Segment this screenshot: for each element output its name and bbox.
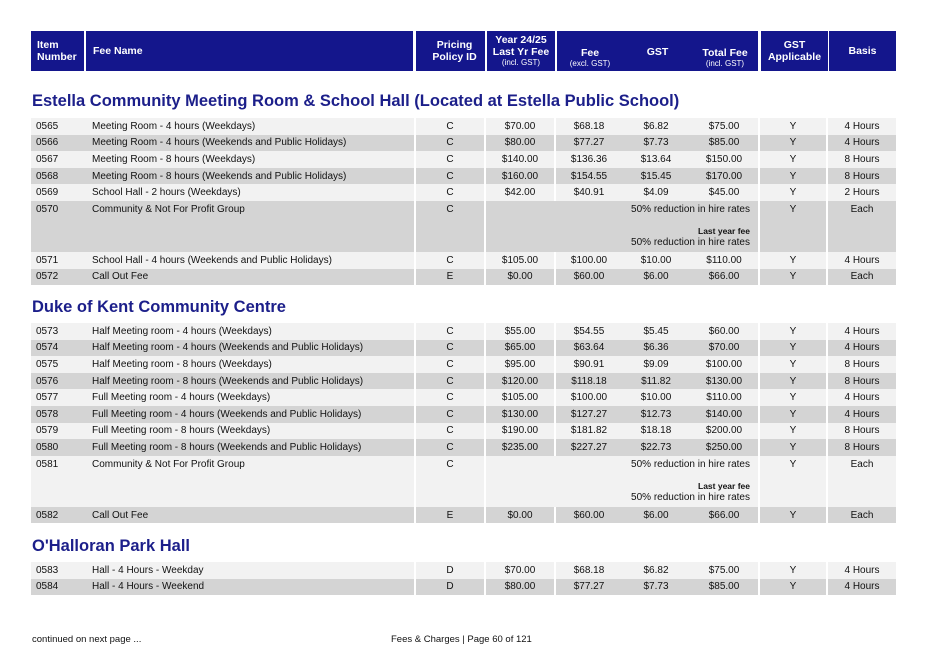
gst-amount: $18.18 [622,423,690,440]
gst-applicable: Y [760,389,826,406]
item-number: 0566 [31,135,86,152]
fee-name: Full Meeting room - 8 hours (Weekends and Public Holidays) [86,439,414,456]
table-row [31,201,896,252]
last-year-fee: $80.00 [486,135,554,152]
gst-applicable: Y [760,340,826,357]
basis: 8 Hours [828,423,896,440]
section-title-duke-of-kent: Duke of Kent Community Centre [32,298,286,316]
last-year-fee: $65.00 [486,340,554,357]
total-fee: $66.00 [690,507,758,524]
header-last-yr-fee: Year 24/25 Last Yr Fee (incl. GST) [487,31,555,71]
basis: 8 Hours [828,356,896,373]
pricing-policy-id: C [416,118,484,135]
table-row [31,439,896,456]
basis: 2 Hours [828,184,896,201]
header-fee-name: Fee Name [86,31,413,71]
gst-applicable: Y [760,184,826,201]
total-fee: $85.00 [690,579,758,596]
table-row [31,340,896,357]
gst-amount: $6.00 [622,507,690,524]
table-row [31,184,896,201]
fee-excl-gst: $63.64 [556,340,622,357]
fee-excl-gst: $227.27 [556,439,622,456]
fee-excl-gst: $68.18 [556,562,622,579]
table-row [31,373,896,390]
pricing-policy-id: C [416,340,484,357]
pricing-policy-id: C [416,456,484,507]
total-fee: $140.00 [690,406,758,423]
last-year-fee: $95.00 [486,356,554,373]
fee-excl-gst: $100.00 [556,252,622,269]
table-row [31,507,896,524]
footer-page-label: Fees & Charges | Page 60 of 121 [391,634,532,645]
gst-applicable: Y [760,507,826,524]
gst-applicable: Y [760,439,826,456]
hire-rate-note [486,456,758,507]
total-fee: $110.00 [690,389,758,406]
item-number: 0567 [31,151,86,168]
item-number: 0584 [31,579,86,596]
fee-excl-gst: $60.00 [556,269,622,286]
total-fee: $250.00 [690,439,758,456]
fee-name: Full Meeting room - 8 hours (Weekdays) [86,423,414,440]
last-year-fee: $130.00 [486,406,554,423]
gst-applicable: Y [760,168,826,185]
item-number: 0574 [31,340,86,357]
table-row [31,252,896,269]
basis: 4 Hours [828,135,896,152]
last-year-fee: $55.00 [486,323,554,340]
last-year-fee: $0.00 [486,269,554,286]
gst-amount: $9.09 [622,356,690,373]
pricing-policy-id: C [416,373,484,390]
item-number: 0579 [31,423,86,440]
gst-applicable: Y [760,269,826,286]
section-title-ohalloran: O'Halloran Park Hall [32,537,190,555]
fee-excl-gst: $77.27 [556,579,622,596]
total-fee: $45.00 [690,184,758,201]
fee-excl-gst: $181.82 [556,423,622,440]
fee-name: Meeting Room - 4 hours (Weekends and Public Holidays) [86,135,414,152]
gst-amount: $4.09 [622,184,690,201]
total-fee: $200.00 [690,423,758,440]
table-header [31,31,896,71]
fee-name: Meeting Room - 8 hours (Weekdays) [86,151,414,168]
last-year-fee: $235.00 [486,439,554,456]
fee-name: Half Meeting room - 8 hours (Weekdays) [86,356,414,373]
fee-name: Hall - 4 Hours - Weekend [86,579,414,596]
total-fee: $170.00 [690,168,758,185]
fee-table-duke-of-kent [31,323,896,523]
basis: Each [828,269,896,286]
basis: 4 Hours [828,406,896,423]
fee-name: Community & Not For Profit Group [86,201,414,252]
fee-excl-gst: $136.36 [556,151,622,168]
gst-applicable: Y [760,356,826,373]
pricing-policy-id: C [416,168,484,185]
pricing-policy-id: D [416,562,484,579]
table-row [31,562,896,579]
pricing-policy-id: C [416,439,484,456]
fee-excl-gst: $100.00 [556,389,622,406]
basis: 8 Hours [828,439,896,456]
gst-amount: $10.00 [622,389,690,406]
table-row [31,579,896,596]
total-fee: $150.00 [690,151,758,168]
table-row [31,168,896,185]
footer-continued: continued on next page ... [32,634,142,645]
total-fee: $100.00 [690,356,758,373]
gst-applicable: Y [760,562,826,579]
header-current-year [557,31,758,71]
item-number: 0565 [31,118,86,135]
fee-excl-gst: $40.91 [556,184,622,201]
fee-name: Meeting Room - 8 hours (Weekends and Public Holidays) [86,168,414,185]
gst-amount: $6.82 [622,562,690,579]
gst-amount: $6.36 [622,340,690,357]
pricing-policy-id: E [416,507,484,524]
item-number: 0577 [31,389,86,406]
gst-applicable: Y [760,579,826,596]
pricing-policy-id: C [416,151,484,168]
fee-name: Half Meeting room - 4 hours (Weekends and Public Holidays) [86,340,414,357]
fee-name: Meeting Room - 4 hours (Weekdays) [86,118,414,135]
pricing-policy-id: C [416,356,484,373]
header-gst: GST [623,35,692,69]
total-fee: $66.00 [690,269,758,286]
fee-excl-gst: $90.91 [556,356,622,373]
note-previous: 50% reduction in hire rates [631,236,750,248]
header-pricing-policy: Pricing Policy ID [416,31,485,71]
fee-name: School Hall - 4 hours (Weekends and Public Holidays) [86,252,414,269]
last-year-fee: $70.00 [486,118,554,135]
gst-amount: $15.45 [622,168,690,185]
basis: Each [828,507,896,524]
header-gst-applicable: GST Applicable [761,31,828,71]
last-year-fee: $80.00 [486,579,554,596]
gst-applicable: Y [760,118,826,135]
fee-name: Community & Not For Profit Group [86,456,414,507]
note-current: 50% reduction in hire rates [631,458,750,470]
basis: 4 Hours [828,252,896,269]
gst-amount: $6.00 [622,269,690,286]
item-number: 0575 [31,356,86,373]
table-row [31,423,896,440]
gst-applicable: Y [760,252,826,269]
last-year-fee: $140.00 [486,151,554,168]
gst-amount: $13.64 [622,151,690,168]
last-year-fee: $120.00 [486,373,554,390]
table-row [31,118,896,135]
table-row [31,389,896,406]
gst-applicable: Y [760,456,826,507]
pricing-policy-id: C [416,201,484,252]
header-basis: Basis [829,31,896,71]
fee-table-estella [31,118,896,285]
fee-table-ohalloran [31,562,896,595]
gst-amount: $22.73 [622,439,690,456]
note-last-year-label: Last year fee [698,480,750,491]
fee-excl-gst: $77.27 [556,135,622,152]
gst-applicable: Y [760,151,826,168]
last-year-fee: $160.00 [486,168,554,185]
item-number: 0576 [31,373,86,390]
item-number: 0569 [31,184,86,201]
basis: 4 Hours [828,118,896,135]
basis: Each [828,201,896,252]
fee-name: Call Out Fee [86,269,414,286]
gst-applicable: Y [760,135,826,152]
table-row [31,356,896,373]
fee-name: Full Meeting room - 4 hours (Weekends and Public Holidays) [86,406,414,423]
item-number: 0578 [31,406,86,423]
basis: 4 Hours [828,340,896,357]
fee-excl-gst: $118.18 [556,373,622,390]
item-number: 0582 [31,507,86,524]
pricing-policy-id: C [416,184,484,201]
basis: 8 Hours [828,373,896,390]
basis: Each [828,456,896,507]
last-year-fee: $0.00 [486,507,554,524]
pricing-policy-id: D [416,579,484,596]
fee-name: School Hall - 2 hours (Weekdays) [86,184,414,201]
gst-amount: $7.73 [622,135,690,152]
table-row [31,456,896,507]
gst-amount: $10.00 [622,252,690,269]
fee-excl-gst: $154.55 [556,168,622,185]
note-current: 50% reduction in hire rates [631,203,750,215]
last-year-fee: $105.00 [486,389,554,406]
fee-excl-gst: $68.18 [556,118,622,135]
total-fee: $110.00 [690,252,758,269]
item-number: 0572 [31,269,86,286]
basis: 4 Hours [828,562,896,579]
header-item-number: Item Number [31,31,84,71]
item-number: 0583 [31,562,86,579]
table-row [31,269,896,286]
note-last-year-label: Last year fee [698,225,750,236]
fee-name: Half Meeting room - 8 hours (Weekends and Public Holidays) [86,373,414,390]
pricing-policy-id: C [416,423,484,440]
pricing-policy-id: E [416,269,484,286]
fee-name: Hall - 4 Hours - Weekday [86,562,414,579]
pricing-policy-id: C [416,389,484,406]
gst-amount: $5.45 [622,323,690,340]
gst-amount: $6.82 [622,118,690,135]
basis: 8 Hours [828,151,896,168]
basis: 4 Hours [828,579,896,596]
note-previous: 50% reduction in hire rates [631,491,750,503]
last-year-fee: $105.00 [486,252,554,269]
total-fee: $75.00 [690,118,758,135]
fee-name: Half Meeting room - 4 hours (Weekdays) [86,323,414,340]
item-number: 0568 [31,168,86,185]
gst-applicable: Y [760,201,826,252]
basis: 4 Hours [828,389,896,406]
gst-amount: $11.82 [622,373,690,390]
last-year-fee: $190.00 [486,423,554,440]
gst-applicable: Y [760,423,826,440]
gst-amount: $7.73 [622,579,690,596]
section-title-estella: Estella Community Meeting Room & School Hall (Located at Estella Public School) [32,92,680,110]
table-row [31,406,896,423]
table-row [31,135,896,152]
total-fee: $85.00 [690,135,758,152]
total-fee: $70.00 [690,340,758,357]
total-fee: $75.00 [690,562,758,579]
table-row [31,151,896,168]
fee-excl-gst: $127.27 [556,406,622,423]
pricing-policy-id: C [416,323,484,340]
item-number: 0580 [31,439,86,456]
gst-amount: $12.73 [622,406,690,423]
item-number: 0581 [31,456,86,507]
item-number: 0571 [31,252,86,269]
gst-applicable: Y [760,406,826,423]
total-fee: $130.00 [690,373,758,390]
fee-name: Full Meeting room - 4 hours (Weekdays) [86,389,414,406]
fee-excl-gst: $60.00 [556,507,622,524]
total-fee: $60.00 [690,323,758,340]
gst-applicable: Y [760,323,826,340]
item-number: 0570 [31,201,86,252]
pricing-policy-id: C [416,135,484,152]
last-year-fee: $70.00 [486,562,554,579]
header-fee: Fee (excl. GST) [557,47,623,69]
fee-name: Call Out Fee [86,507,414,524]
basis: 4 Hours [828,323,896,340]
pricing-policy-id: C [416,406,484,423]
last-year-fee: $42.00 [486,184,554,201]
basis: 8 Hours [828,168,896,185]
header-total-fee: Total Fee (incl. GST) [692,47,758,69]
fee-excl-gst: $54.55 [556,323,622,340]
pricing-policy-id: C [416,252,484,269]
table-row [31,323,896,340]
hire-rate-note [486,201,758,252]
gst-applicable: Y [760,373,826,390]
item-number: 0573 [31,323,86,340]
